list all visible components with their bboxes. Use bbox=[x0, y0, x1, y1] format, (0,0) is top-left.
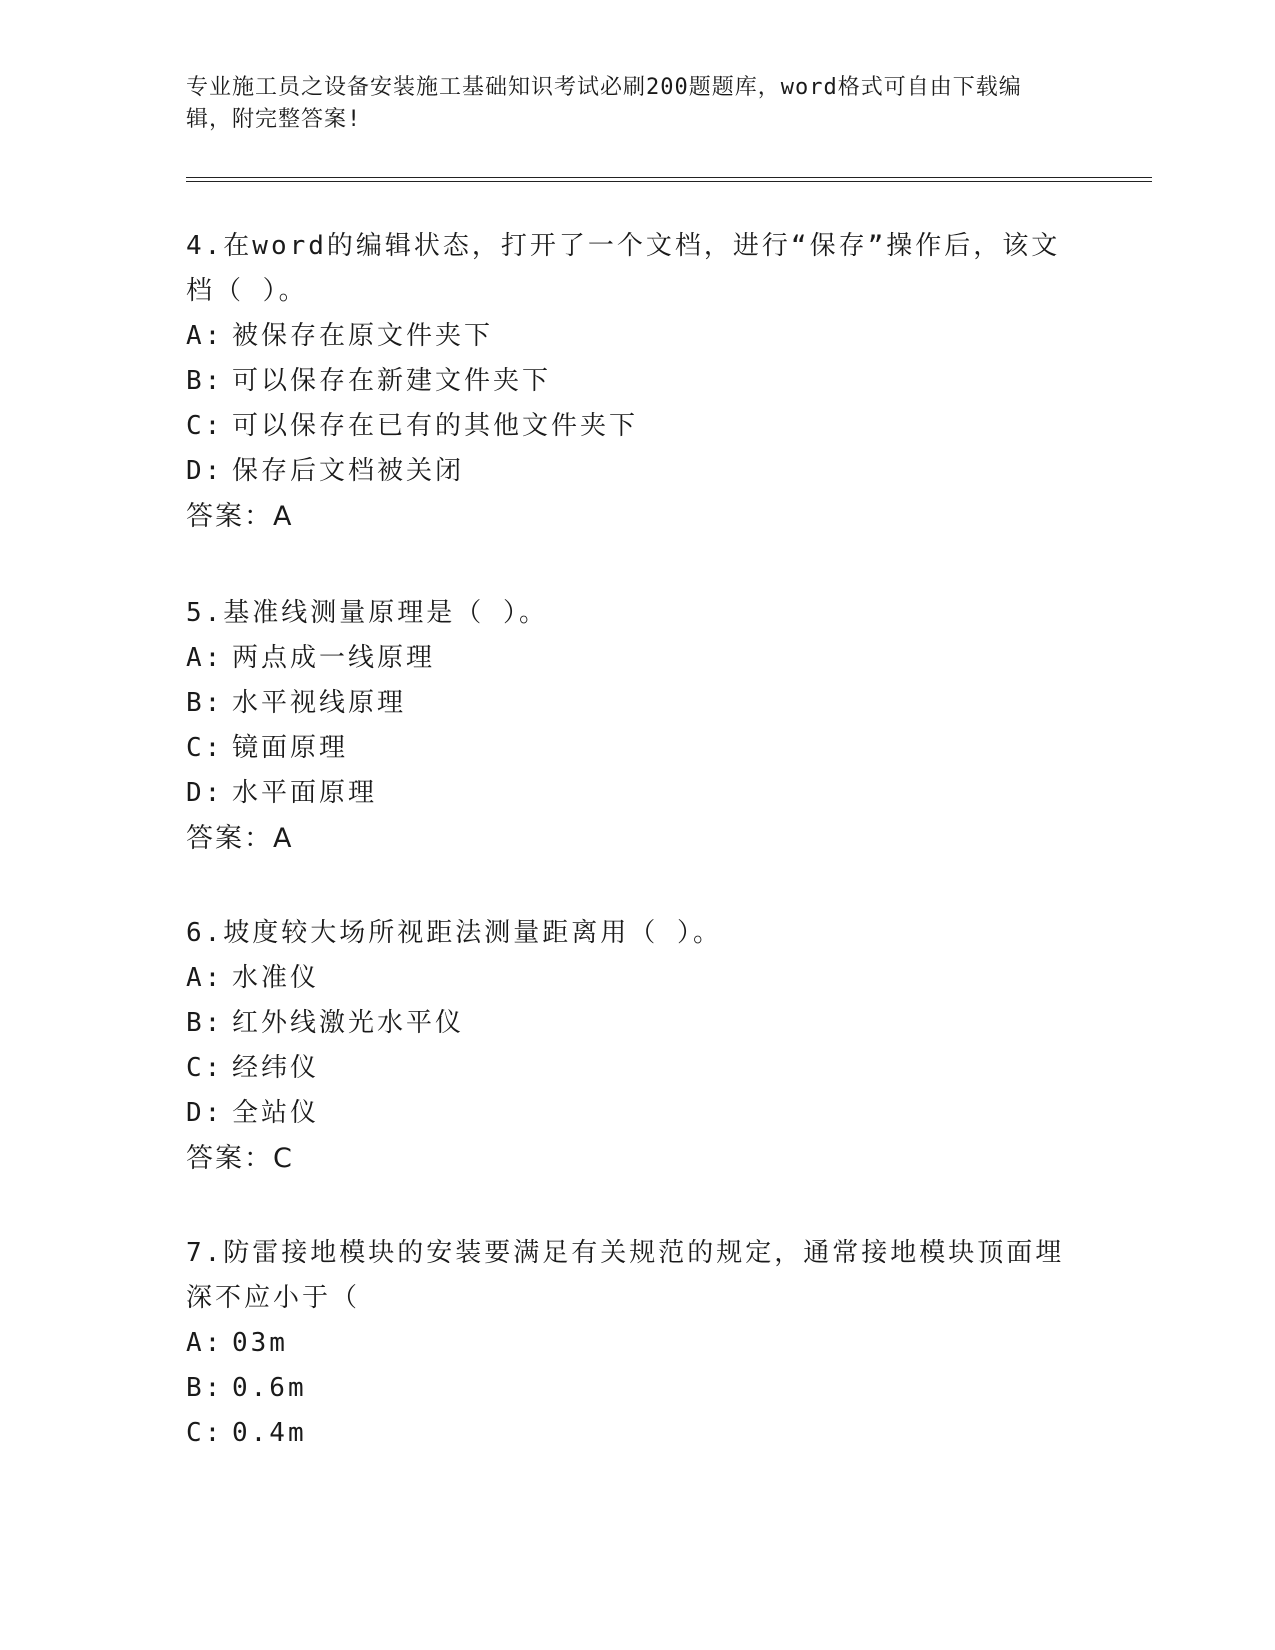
option-letter: A: bbox=[186, 321, 224, 351]
option-letter: D: bbox=[186, 1098, 224, 1128]
question-block bbox=[186, 591, 1086, 861]
question-block bbox=[186, 911, 1086, 1181]
option-letter: A: bbox=[186, 1328, 224, 1358]
option-b bbox=[186, 1366, 1086, 1411]
option-letter: D: bbox=[186, 456, 224, 486]
option-letter: B: bbox=[186, 366, 224, 396]
option-b bbox=[186, 681, 1086, 726]
option-letter: C: bbox=[186, 411, 224, 441]
option-text: 水平视线原理 bbox=[232, 688, 407, 718]
option-a bbox=[186, 956, 1086, 1001]
option-text: 可以保存在已有的其他文件夹下 bbox=[232, 411, 639, 441]
option-letter: B: bbox=[186, 1373, 224, 1403]
option-text: 可以保存在新建文件夹下 bbox=[232, 366, 552, 396]
option-letter: D: bbox=[186, 778, 224, 808]
option-d bbox=[186, 449, 1086, 494]
option-b bbox=[186, 1001, 1086, 1046]
option-text: 两点成一线原理 bbox=[232, 643, 436, 673]
question-stem: 7.防雷接地模块的安装要满足有关规范的规定，通常接地模块顶面埋深不应小于（ bbox=[186, 1238, 1065, 1313]
option-c bbox=[186, 726, 1086, 771]
option-c bbox=[186, 404, 1086, 449]
option-c bbox=[186, 1046, 1086, 1091]
option-letter: C: bbox=[186, 1418, 224, 1448]
option-letter: C: bbox=[186, 1053, 224, 1083]
option-text: 镜面原理 bbox=[232, 733, 349, 763]
option-letter: A: bbox=[186, 643, 224, 673]
question-stem: 5.基准线测量原理是（ ）。 bbox=[186, 598, 548, 628]
option-a bbox=[186, 636, 1086, 681]
answer-line: 答案：C bbox=[186, 1143, 294, 1174]
question-stem: 6.坡度较大场所视距法测量距离用（ ）。 bbox=[186, 918, 722, 948]
question-stem: 4.在word的编辑状态，打开了一个文档，进行“保存”操作后，该文档（ ）。 bbox=[186, 231, 1061, 306]
option-text: 水平面原理 bbox=[232, 778, 378, 808]
document-header-title: 专业施工员之设备安装施工基础知识考试必刷200题题库，word格式可自由下载编辑，附完整答案! bbox=[186, 75, 1022, 132]
question-block bbox=[186, 1231, 1086, 1456]
option-text: 经纬仪 bbox=[232, 1053, 320, 1083]
option-text: 红外线激光水平仪 bbox=[232, 1008, 465, 1038]
answer-line: 答案：A bbox=[186, 501, 294, 532]
header-double-rule bbox=[186, 177, 1152, 182]
option-text: 保存后文档被关闭 bbox=[232, 456, 465, 486]
option-a bbox=[186, 314, 1086, 359]
answer-line: 答案：A bbox=[186, 823, 294, 854]
option-text: 0.4m bbox=[232, 1418, 307, 1448]
option-text: 全站仪 bbox=[232, 1098, 320, 1128]
option-c bbox=[186, 1411, 1086, 1456]
option-d bbox=[186, 1091, 1086, 1136]
option-letter: C: bbox=[186, 733, 224, 763]
option-text: 0.6m bbox=[232, 1373, 307, 1403]
option-text: 03m bbox=[232, 1328, 288, 1358]
option-d bbox=[186, 771, 1086, 816]
option-text: 水准仪 bbox=[232, 963, 320, 993]
option-a bbox=[186, 1321, 1086, 1366]
option-b bbox=[186, 359, 1086, 404]
option-letter: B: bbox=[186, 1008, 224, 1038]
question-block bbox=[186, 224, 1086, 539]
option-letter: B: bbox=[186, 688, 224, 718]
option-letter: A: bbox=[186, 963, 224, 993]
option-text: 被保存在原文件夹下 bbox=[232, 321, 494, 351]
